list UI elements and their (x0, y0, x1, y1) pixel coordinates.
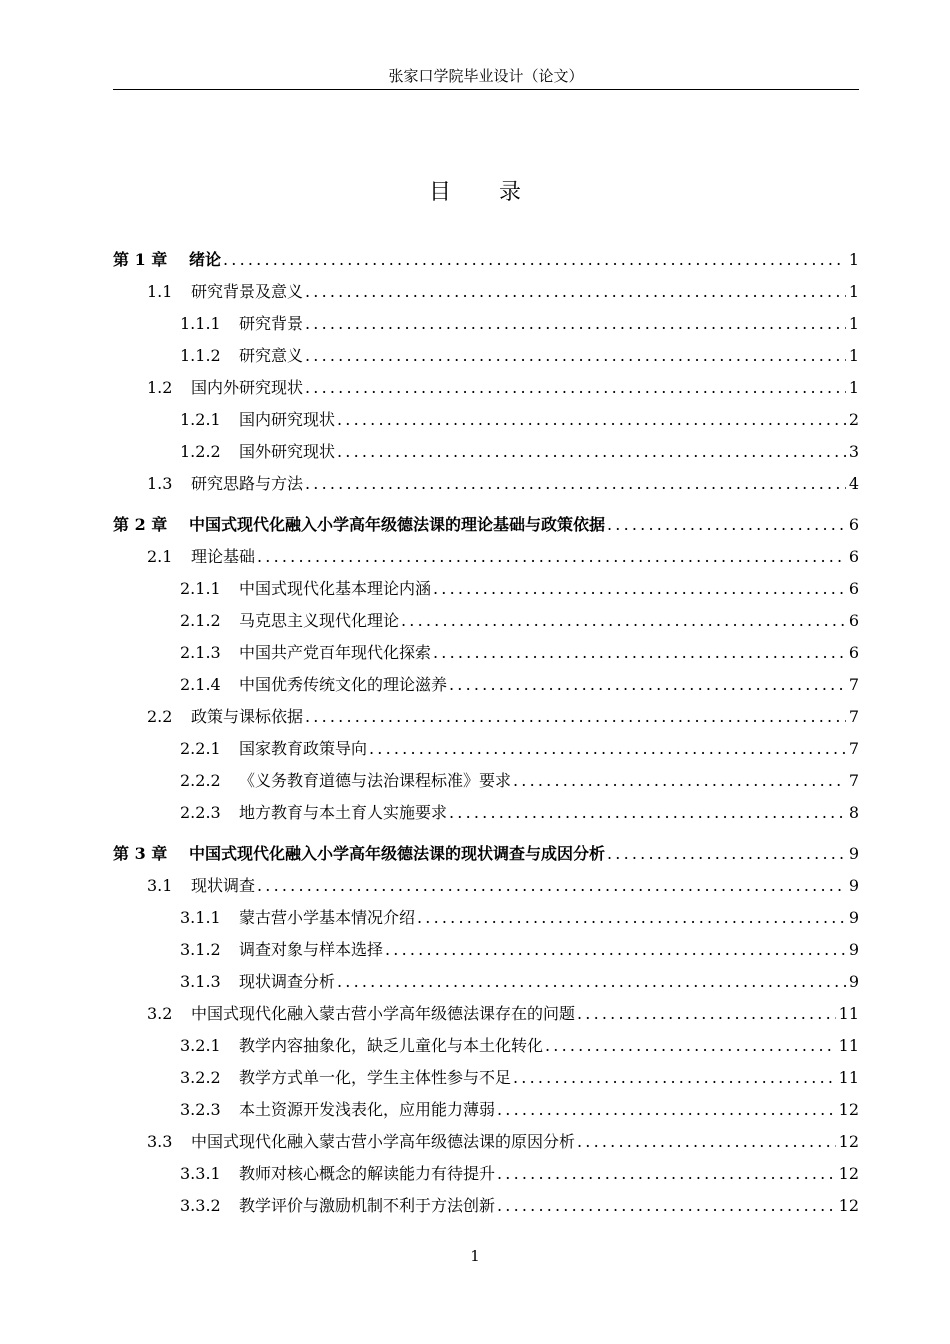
toc-entry-number: 2.1.4 (180, 675, 221, 694)
toc-entry-page: 7 (848, 739, 859, 758)
toc-dot-leader (417, 904, 846, 932)
toc-dot-leader (401, 607, 846, 635)
toc-entry-title: 国内研究现状 (239, 410, 336, 429)
toc-entry-title: 中国式现代化融入小学高年级德法课的现状调查与成因分析 (189, 844, 606, 863)
toc-entry-title: 中国式现代化融入蒙古营小学高年级德法课存在的问题 (191, 1004, 576, 1023)
toc-entry-number: 3.1.3 (180, 972, 221, 991)
toc-entry[interactable] (113, 735, 859, 763)
toc-entry[interactable] (113, 703, 859, 731)
toc-entry-number: 2.1.1 (180, 579, 221, 598)
toc-dot-leader (305, 374, 846, 402)
toc-dot-leader (305, 310, 846, 338)
toc-dot-leader (305, 342, 846, 370)
toc-entry-page: 8 (848, 803, 859, 822)
toc-entry[interactable] (113, 1128, 859, 1156)
toc-dot-leader (449, 671, 846, 699)
toc-entry-number: 1.2.1 (180, 410, 221, 429)
toc-entry[interactable] (113, 1096, 859, 1124)
toc-entry-page: 12 (838, 1164, 859, 1183)
toc-entry-title: 研究背景 (239, 314, 304, 333)
running-header: 张家口学院毕业设计（论文） (388, 67, 584, 85)
toc-entry[interactable] (113, 246, 859, 274)
toc-entry-title: 中国式现代化融入小学高年级德法课的理论基础与政策依据 (189, 515, 606, 534)
toc-entry-page: 7 (848, 707, 859, 726)
toc-dot-leader (223, 246, 846, 274)
toc-entry-title: 《义务教育道德与法治课程标准》要求 (239, 771, 512, 790)
toc-entry-number: 第 3 章 (113, 844, 168, 863)
toc-entry[interactable] (113, 1032, 859, 1060)
toc-entry[interactable] (113, 767, 859, 795)
toc-dot-leader (497, 1192, 836, 1220)
toc-entry-number: 1.2 (147, 378, 173, 397)
toc-entry-page: 2 (848, 410, 859, 429)
toc-dot-leader (513, 1064, 836, 1092)
toc-entry-number: 第 2 章 (113, 515, 168, 534)
header-rule (113, 89, 859, 90)
toc-dot-leader (337, 438, 846, 466)
toc-entry-title: 蒙古营小学基本情况介绍 (239, 908, 416, 927)
toc-entry-page: 12 (838, 1132, 859, 1151)
toc-entry[interactable] (113, 438, 859, 466)
toc-entry-page: 1 (848, 378, 859, 397)
toc-entry[interactable] (113, 278, 859, 306)
toc-entry-number: 3.2.2 (180, 1068, 221, 1087)
toc-entry[interactable] (113, 374, 859, 402)
toc-entry-number: 3.3.2 (180, 1196, 221, 1215)
toc-entry-number: 2.1.2 (180, 611, 221, 630)
toc-entry-title: 绪论 (189, 250, 222, 269)
toc-entry-number: 2.1.3 (180, 643, 221, 662)
page-number: 1 (470, 1247, 480, 1265)
toc-entry-page: 11 (838, 1036, 859, 1055)
toc-entry[interactable] (113, 511, 859, 539)
toc-entry-page: 6 (848, 515, 859, 534)
toc-entry[interactable] (113, 607, 859, 635)
toc-entry-page: 9 (848, 876, 859, 895)
toc-entry-page: 4 (848, 474, 859, 493)
toc-entry-title: 调查对象与样本选择 (239, 940, 384, 959)
toc-dot-leader (305, 470, 846, 498)
toc-entry-title: 现状调查 (191, 876, 256, 895)
toc-entry[interactable] (113, 543, 859, 571)
toc-entry-page: 6 (848, 611, 859, 630)
toc-entry[interactable] (113, 575, 859, 603)
toc-entry-number: 3.2.3 (180, 1100, 221, 1119)
toc-dot-leader (305, 703, 846, 731)
toc-entry-title: 研究思路与方法 (191, 474, 304, 493)
toc-entry-number: 1.1.1 (180, 314, 221, 333)
toc-entry-page: 9 (848, 908, 859, 927)
toc-dot-leader (577, 1128, 836, 1156)
toc-entry-title: 教师对核心概念的解读能力有待提升 (239, 1164, 496, 1183)
toc-entry-number: 第 1 章 (113, 250, 168, 269)
toc-entry-number: 2.1 (147, 547, 173, 566)
toc-entry-page: 3 (848, 442, 859, 461)
toc-dot-leader (433, 575, 846, 603)
toc-entry[interactable] (113, 799, 859, 827)
toc-entry-page: 11 (838, 1068, 859, 1087)
toc-entry-page: 9 (848, 972, 859, 991)
toc-entry[interactable] (113, 1160, 859, 1188)
toc-entry-number: 3.3 (147, 1132, 173, 1151)
toc-entry-title: 国外研究现状 (239, 442, 336, 461)
toc-entry-number: 3.2 (147, 1004, 173, 1023)
toc-entry-page: 12 (838, 1100, 859, 1119)
toc-dot-leader (369, 735, 846, 763)
toc-dot-leader (257, 543, 846, 571)
toc-entry-page: 7 (848, 771, 859, 790)
toc-dot-leader (337, 968, 846, 996)
toc-dot-leader (607, 840, 846, 868)
toc-entry[interactable] (113, 406, 859, 434)
toc-entry-number: 3.1.2 (180, 940, 221, 959)
toc-entry-page: 7 (848, 675, 859, 694)
toc-entry[interactable] (113, 968, 859, 996)
toc-entry-title: 研究意义 (239, 346, 304, 365)
toc-entry-page: 11 (838, 1004, 859, 1023)
toc-entry-page: 6 (848, 547, 859, 566)
toc-entry-title: 本土资源开发浅表化，应用能力薄弱 (239, 1100, 496, 1119)
toc-entry[interactable] (113, 1192, 859, 1220)
toc-dot-leader (257, 872, 846, 900)
toc-entry-number: 1.2.2 (180, 442, 221, 461)
toc-entry[interactable] (113, 342, 859, 370)
toc-entry-page: 1 (848, 346, 859, 365)
toc-entry-page: 1 (848, 282, 859, 301)
toc-entry-number: 2.2.3 (180, 803, 221, 822)
toc-dot-leader (385, 936, 846, 964)
toc-entry-page: 1 (848, 314, 859, 333)
toc-entry-number: 3.2.1 (180, 1036, 221, 1055)
toc-entry-title: 国家教育政策导向 (239, 739, 368, 758)
toc-entry[interactable] (113, 1000, 859, 1028)
toc-entry-title: 现状调查分析 (239, 972, 336, 991)
toc-entry-page: 9 (848, 844, 859, 863)
toc-entry-number: 1.1.2 (180, 346, 221, 365)
toc-entry-title: 中国式现代化融入蒙古营小学高年级德法课的原因分析 (191, 1132, 576, 1151)
toc-dot-leader (607, 511, 846, 539)
toc-entry-title: 教学评价与激励机制不利于方法创新 (239, 1196, 496, 1215)
toc-entry-number: 2.2 (147, 707, 173, 726)
toc-entry-number: 3.3.1 (180, 1164, 221, 1183)
toc-entry-number: 3.1.1 (180, 908, 221, 927)
toc-entry[interactable] (113, 872, 859, 900)
toc-entry-title: 中国式现代化基本理论内涵 (239, 579, 432, 598)
toc-entry[interactable] (113, 1064, 859, 1092)
toc-entry[interactable] (113, 671, 859, 699)
toc-dot-leader (337, 406, 846, 434)
toc-title: 目录 (428, 180, 569, 205)
toc-entry-page: 6 (848, 579, 859, 598)
toc-dot-leader (497, 1096, 836, 1124)
toc-entry[interactable] (113, 470, 859, 498)
toc-entry-title: 国内外研究现状 (191, 378, 304, 397)
toc-entry-title: 教学方式单一化，学生主体性参与不足 (239, 1068, 512, 1087)
toc-entry-number: 1.3 (147, 474, 173, 493)
toc-entry-page: 6 (848, 643, 859, 662)
toc-entry-number: 2.2.1 (180, 739, 221, 758)
toc-entry[interactable] (113, 936, 859, 964)
toc-entry[interactable] (113, 639, 859, 667)
toc-dot-leader (577, 1000, 836, 1028)
toc-dot-leader (305, 278, 846, 306)
toc-entry-title: 中国优秀传统文化的理论滋养 (239, 675, 448, 694)
toc-entry-title: 中国共产党百年现代化探索 (239, 643, 432, 662)
toc-entry[interactable] (113, 310, 859, 338)
toc-entry-title: 马克思主义现代化理论 (239, 611, 400, 630)
toc-dot-leader (545, 1032, 836, 1060)
toc-dot-leader (513, 767, 846, 795)
toc-entry-page: 12 (838, 1196, 859, 1215)
toc-entry-title: 地方教育与本土育人实施要求 (239, 803, 448, 822)
toc-entry-title: 政策与课标依据 (191, 707, 304, 726)
toc-entry-title: 教学内容抽象化，缺乏儿童化与本土化转化 (239, 1036, 544, 1055)
toc-entry-page: 9 (848, 940, 859, 959)
toc-dot-leader (497, 1160, 836, 1188)
toc-dot-leader (433, 639, 846, 667)
toc-entry-title: 理论基础 (191, 547, 256, 566)
toc-entry-number: 2.2.2 (180, 771, 221, 790)
toc-entry-page: 1 (848, 250, 859, 269)
toc-entry-number: 3.1 (147, 876, 173, 895)
toc-entry-number: 1.1 (147, 282, 173, 301)
toc-entry[interactable] (113, 840, 859, 868)
toc-entry-title: 研究背景及意义 (191, 282, 304, 301)
toc-dot-leader (449, 799, 846, 827)
toc-entry[interactable] (113, 904, 859, 932)
